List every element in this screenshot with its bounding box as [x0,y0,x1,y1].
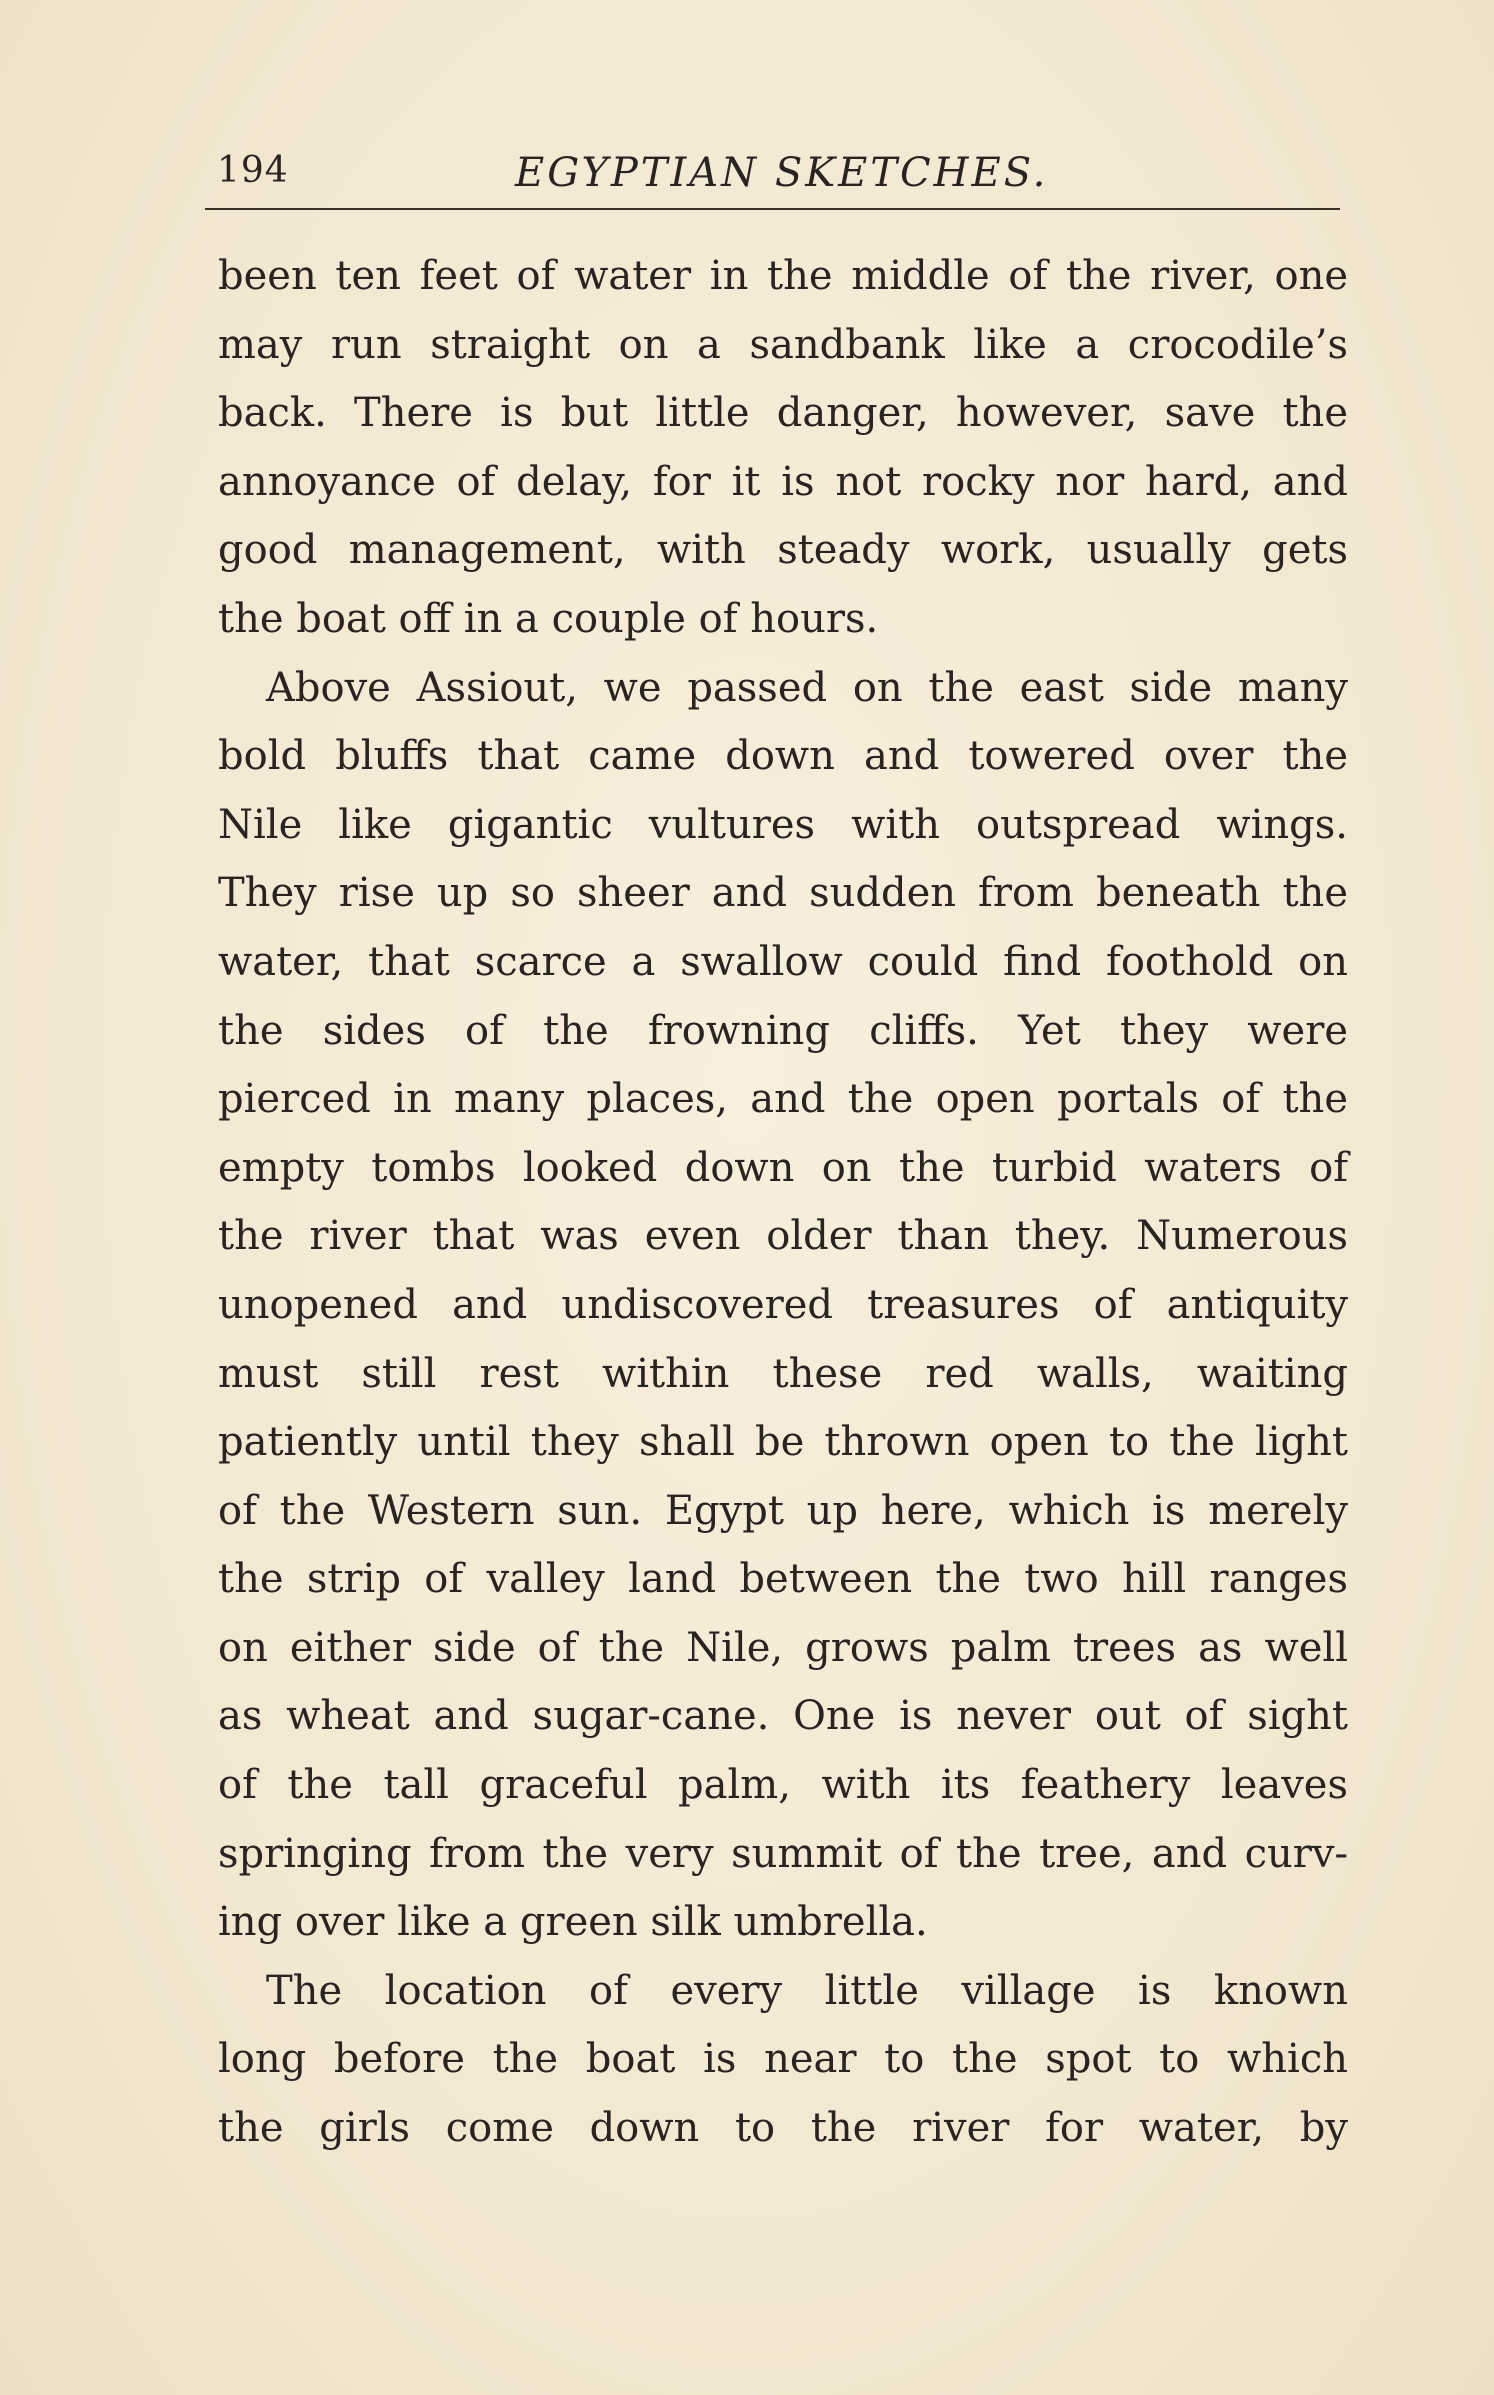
text-line: been ten feet of water in the middle of the river, one [218,253,1348,299]
text-line: as wheat and sugar-cane. One is never out of sight [218,1693,1348,1740]
header-rule [205,208,1340,210]
text-line: the sides of the frowning cliffs. Yet they were [218,1007,1348,1054]
text-line: Above Assiout, we passed on the east side many [266,664,1348,711]
text-line: water, that scarce a swallow could find foothold on [218,938,1348,985]
text-line: Nile like gigantic vultures with outspread wings. [218,801,1348,848]
text-line: on either side of the Nile, grows palm trees as well [218,1624,1348,1671]
text-line: may run straight on a sandbank like a crocodile’s [218,321,1348,368]
page-number: 194 [217,150,289,191]
text-line: unopened and undiscovered treasures of antiquity [218,1281,1348,1328]
text-line: good management, with steady work, usually gets [218,527,1348,574]
text-line: must still rest within these red walls, waiting [218,1350,1348,1397]
text-line: the strip of valley land between the two hill ranges [218,1556,1348,1603]
body-text [218,242,1348,2163]
text-line: They rise up so sheer and sudden from beneath the [218,870,1348,917]
text-line: bold bluffs that came down and towered over the [218,733,1348,780]
text-line: of the Western sun. Egypt up here, which is merely [218,1487,1348,1534]
text-line: annoyance of delay, for it is not rocky nor hard, and [218,458,1348,505]
text-line: The location of every little village is known [266,1967,1348,2014]
text-line: the river that was even older than they. Numerous [218,1213,1348,1260]
text-line: the boat off in a couple of hours. [218,595,879,642]
running-title: EGYPTIAN SKETCHES. [515,150,1049,196]
text-line: empty tombs looked down on the turbid waters of [218,1144,1348,1191]
text-line: ing over like a green silk umbrella. [218,1899,928,1946]
text-line: long before the boat is near to the spot to which [218,2036,1348,2083]
text-line: of the tall graceful palm, with its feathery leaves [218,1762,1348,1809]
text-line: the girls come down to the river for water, by [218,2105,1348,2152]
text-line: back. There is but little danger, however, save the [218,390,1348,437]
text-line: pierced in many places, and the open portals of the [218,1076,1348,1123]
text-line: springing from the very summit of the tree, and curv- [218,1830,1348,1877]
text-line: patiently until they shall be thrown open to the light [218,1419,1348,1466]
page-header [205,150,1345,202]
